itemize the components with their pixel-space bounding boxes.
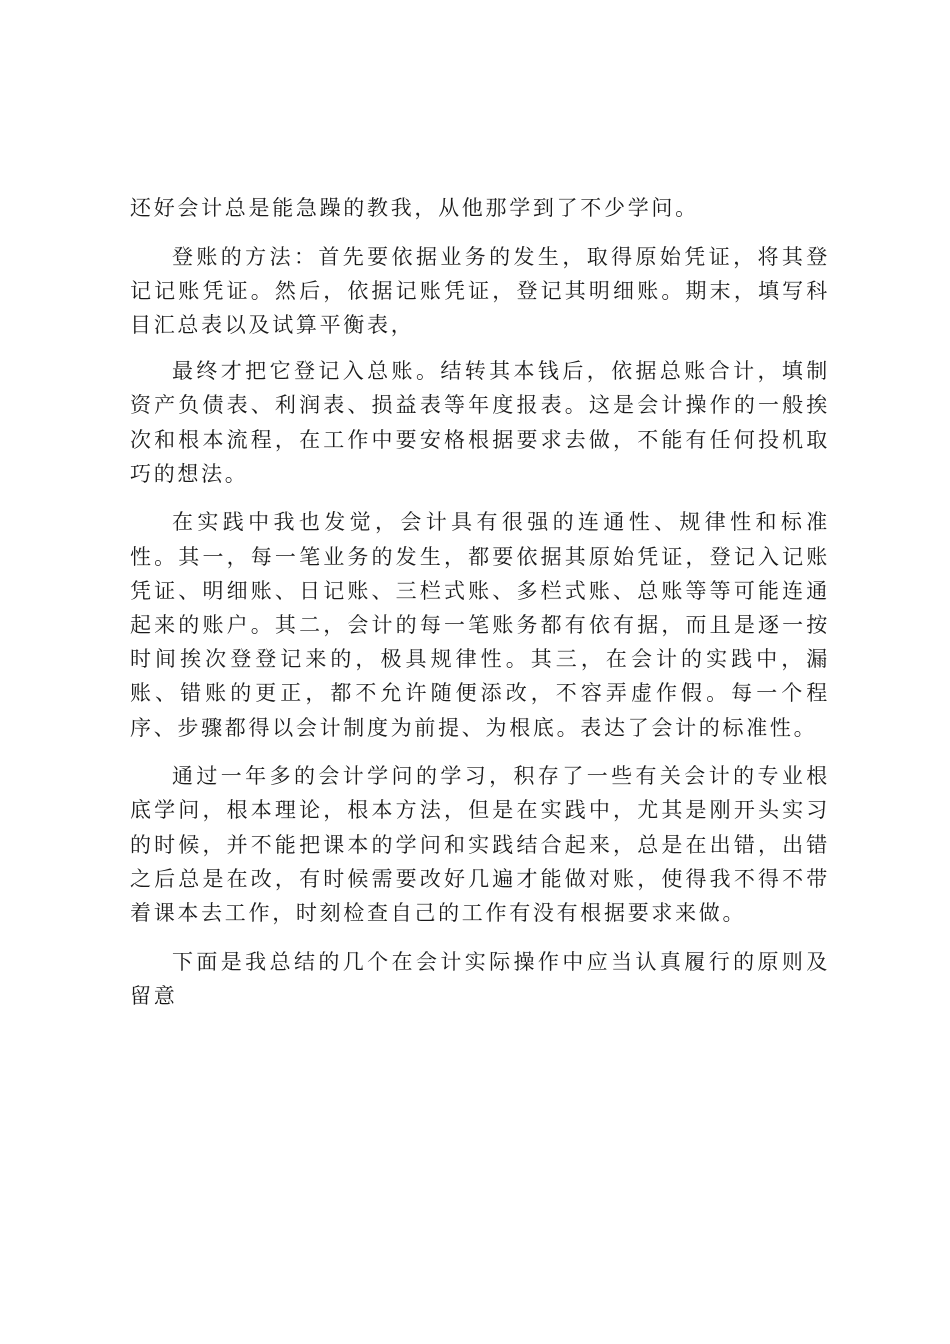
- document-body: [130, 191, 830, 1013]
- paragraph-continuation: 还好会计总是能急躁的教我，从他那学到了不少学问。: [130, 196, 699, 220]
- paragraph-general-ledger: 最终才把它登记入总账。结转其本钱后，依据总账合计，填制资产负债表、利润表、损益表等年度报表。这是会计操作的一般挨次和根本流程，在工作中要安格根据要求去做，不能有任何投机取巧的想法。: [130, 359, 830, 486]
- paragraph-bookkeeping-method: 登账的方法：首先要依据业务的发生，取得原始凭证，将其登记记账凭证。然后，依据记账凭证，登记其明细账。期末，填写科目汇总表以及试算平衡表，: [130, 244, 830, 337]
- paragraph-accounting-properties: 在实践中我也发觉，会计具有很强的连通性、规律性和标准性。其一，每一笔业务的发生，都要依据其原始凭证，登记入记账凭证、明细账、日记账、三栏式账、多栏式账、总账等等可能连通起来的账户。其二，会计的每一笔账务都有依有据，而且是逐一按时间挨次登登记来的，极具规律性。其三，在会计的实践中，漏账、错账的更正，都不允许随便添改，不容弄虚作假。每一个程序、步骤都得以会计制度为前提、为根底。表达了会计的标准性。: [130, 510, 830, 740]
- paragraph-learning-practice: 通过一年多的会计学问的学习，积存了一些有关会计的专业根底学问，根本理论，根本方法，但是在实践中，尤其是刚开头实习的时候，并不能把课本的学问和实践结合起来，总是在出错，出错之后总是在改，有时候需要改好几遍才能做对账，使得我不得不带着课本去工作，时刻检查自己的工作有没有根据要求来做。: [130, 764, 830, 926]
- paragraph-principles-intro: 下面是我总结的几个在会计实际操作中应当认真履行的原则及留意: [130, 949, 830, 1008]
